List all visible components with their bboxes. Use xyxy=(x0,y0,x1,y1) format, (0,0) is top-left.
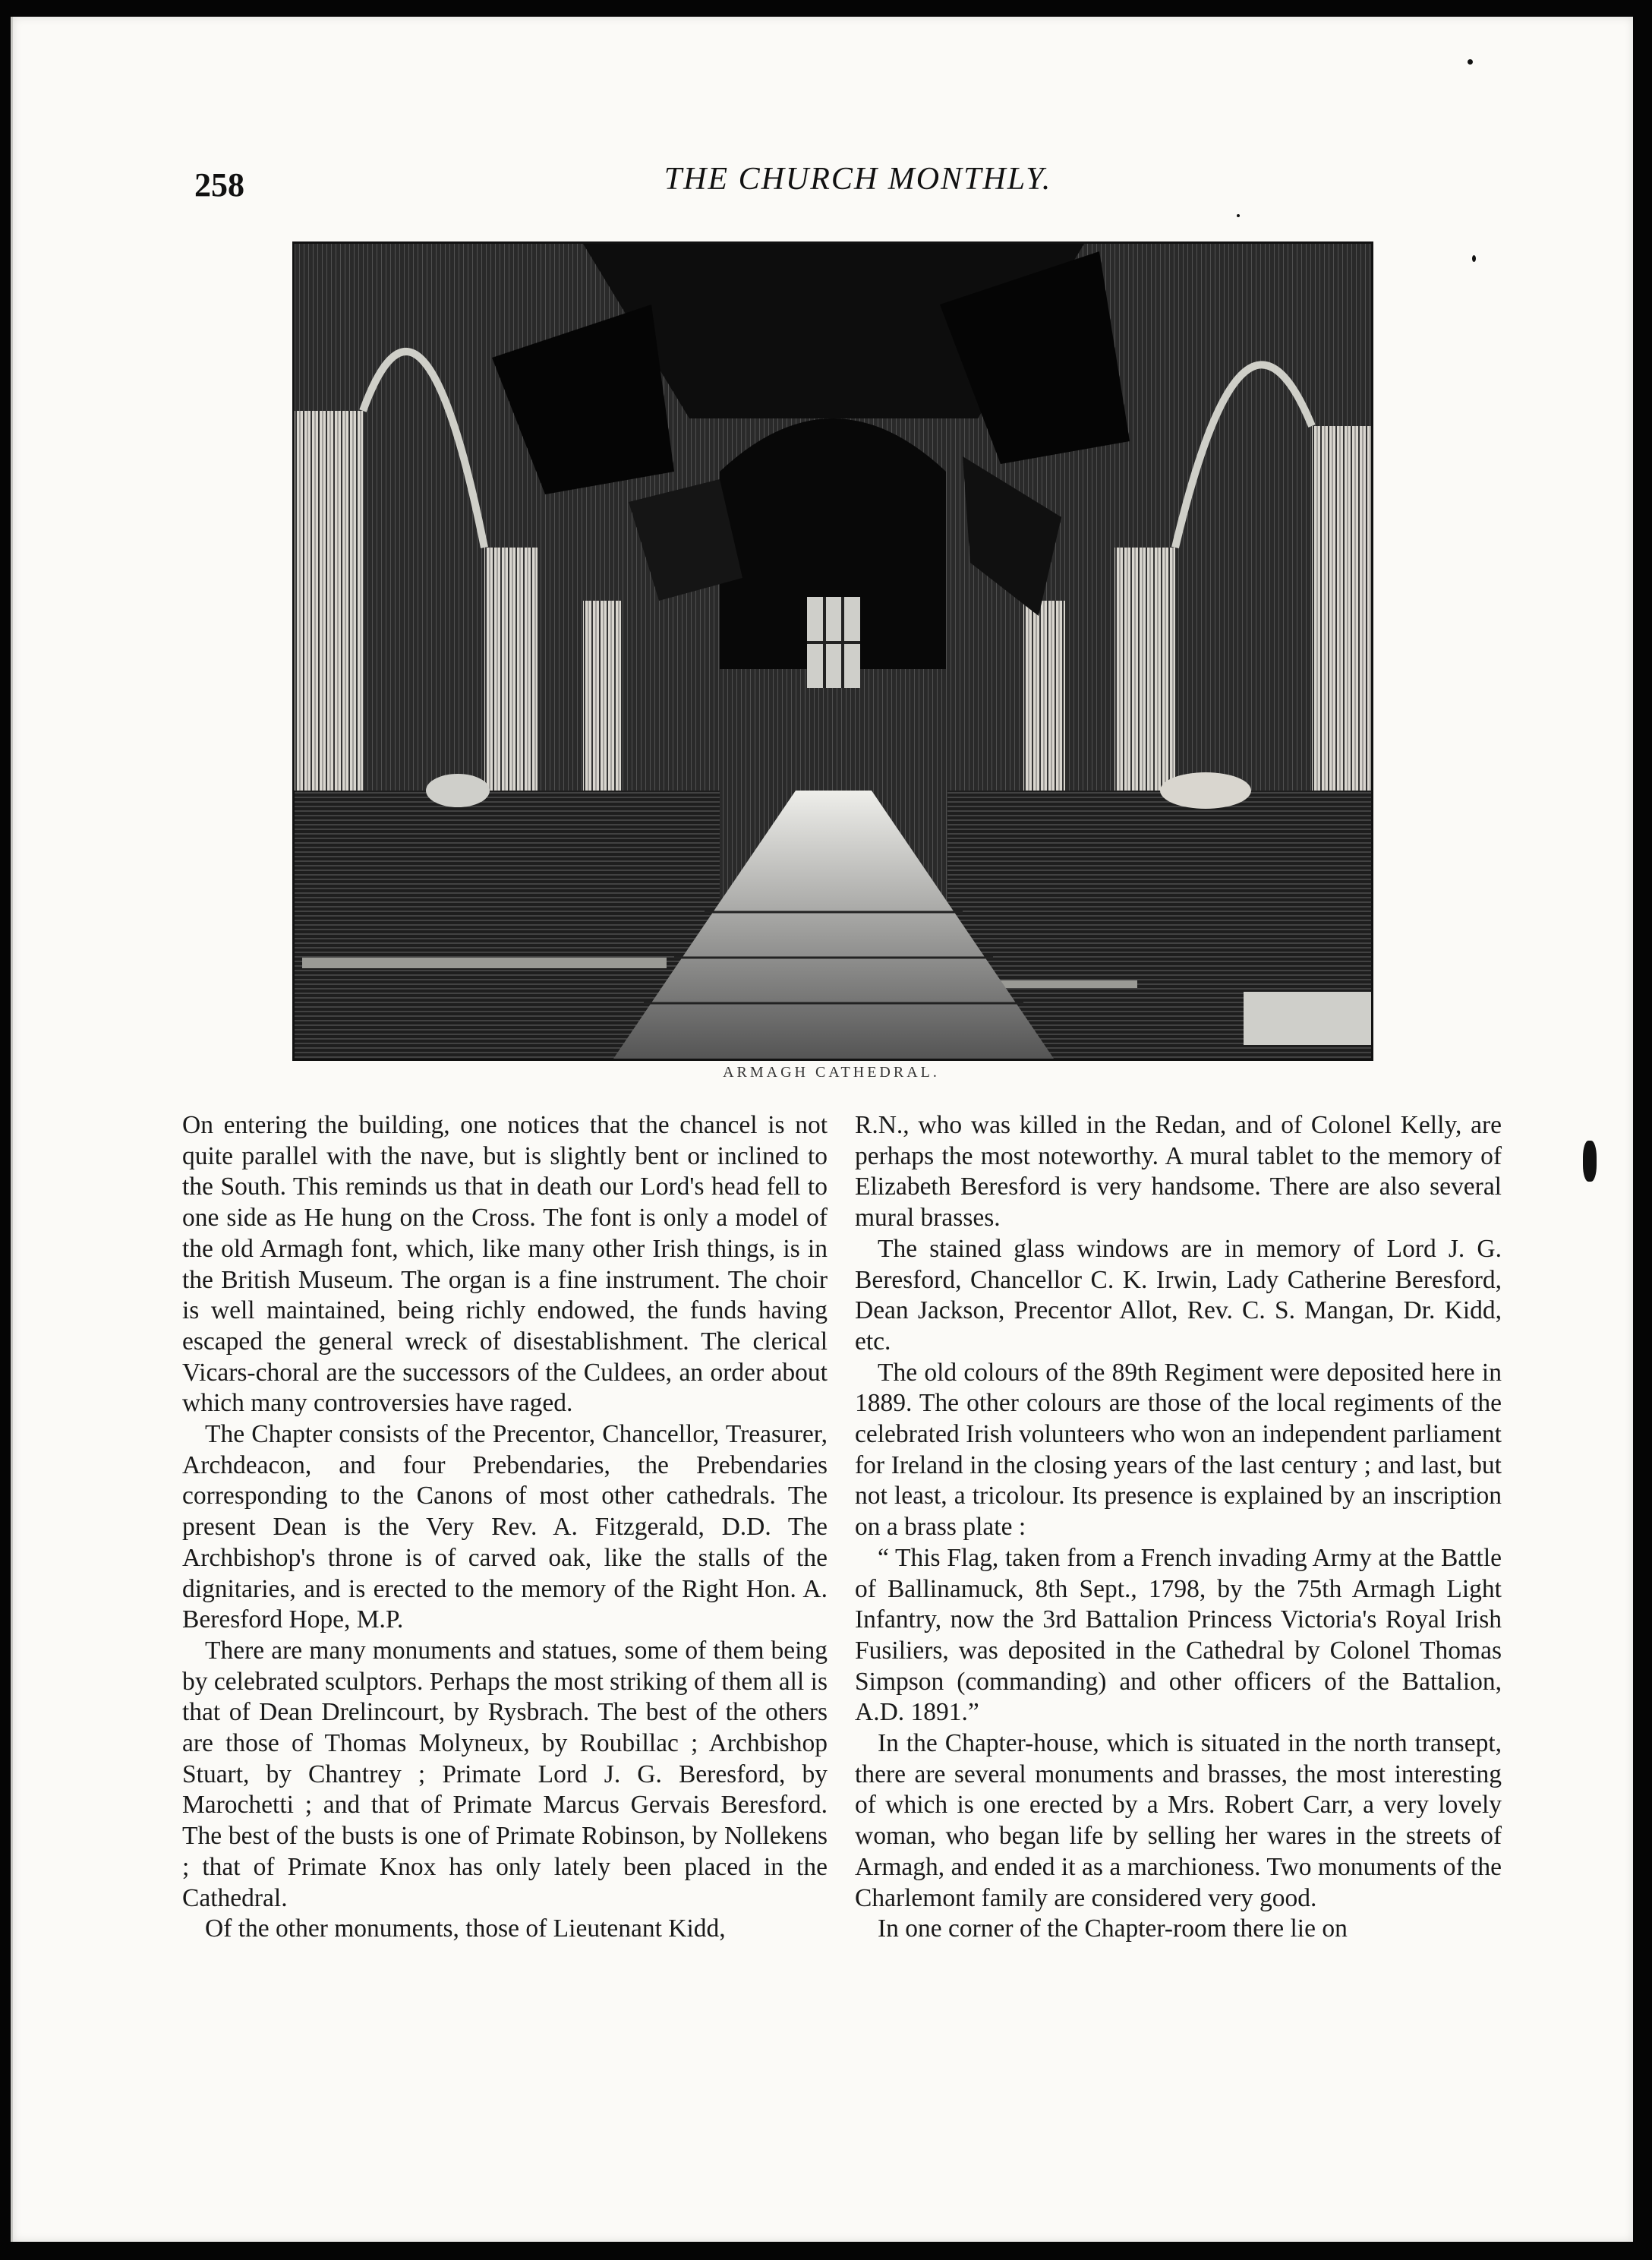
paragraph: The Chapter consists of the Precentor, Chancellor, Treasurer, Archdeacon, and four Prebendaries, the Prebendaries corresponding to the Canons of most other cathedrals. The present Dean is the Very Rev. A. Fitzgerald, D.D. The Archbishop's throne is of carved oak, like the stalls of the dignitaries, and is erected to the memory of the Right Hon. A. Beresford Hope, M.P. xyxy=(182,1420,828,1634)
ink-speck xyxy=(1583,1141,1597,1182)
paragraph: R.N., who was killed in the Redan, and of Colonel Kelly, are perhaps the most noteworthy. A mural tablet to the memory of Elizabeth Beresford is very handsome. There are also several mural brasses. xyxy=(855,1111,1502,1233)
paragraph: In the Chapter-house, which is situated in the north transept, there are several monuments and brasses, the most interesting of which is one erected by a Mrs. Robert Carr, a very lovely woman, who began life by selling her wares in the streets of Armagh, and ended it as a marchioness. Two monuments of the Charlemont family are considered very good. xyxy=(855,1729,1502,1912)
pew-row xyxy=(302,958,667,968)
ink-speck xyxy=(1468,59,1473,65)
paragraph: In one corner of the Chapter-room there lie on xyxy=(878,1914,1348,1943)
paragraph: Of the other monuments, those of Lieutenant Kidd, xyxy=(205,1914,726,1943)
paragraph: There are many monuments and statues, some of them being by celebrated sculptors. Perhaps the most striking of them all is that of Dean Drelincourt, by Rysbrach. The best of the others are those of Thomas Molyneux, by Roubillac ; Archbishop Stuart, by Chantrey ; Primate Lord J. G. Beresford, by Marochetti ; and that of Primate Marcus Gervais Beresford. The best of the busts is one of Primate Robinson, by Nollekens ; that of Primate Knox has only lately been placed in the Cathedral. xyxy=(182,1636,828,1912)
ink-speck xyxy=(1472,255,1476,262)
cathedral-illustration xyxy=(292,241,1373,1061)
effigy-monument xyxy=(1160,772,1251,809)
ink-speck xyxy=(1237,214,1240,217)
right-text-column xyxy=(855,1110,1502,1945)
paragraph: The stained glass windows are in memory of Lord J. G. Beresford, Chancellor C. K. Irwin, Lady Catherine Beresford, Dean Jackson, Precentor Allot, Rev. C. S. Mangan, Dr. Kidd, etc. xyxy=(855,1234,1502,1356)
paragraph: “ This Flag, taken from a French invading Army at the Battle of Ballinamuck, 8th Sept., 1798, by the 75th Armagh Light Infantry, now the 3rd Battalion Princess Victoria's Royal Irish Fusiliers, was deposited in the Cathedral by Colonel Thomas Simpson (commanding) and other officers of the Battalion, A.D. 1891.” xyxy=(855,1543,1502,1727)
paragraph: The old colours of the 89th Regiment were deposited here in 1889. The other colours are those of the local regiments of the celebrated Irish volunteers who won an independent parliament for Ireland in the closing years of the last century ; and last, but not least, a tricolour. Its presence is explained by an inscription on a brass plate : xyxy=(855,1358,1502,1542)
running-title: THE CHURCH MONTHLY. xyxy=(664,162,1052,197)
figure-caption: ARMAGH CATHEDRAL. xyxy=(723,1064,940,1081)
effigy-monument xyxy=(426,774,490,807)
left-text-column xyxy=(182,1110,828,1945)
front-bench xyxy=(1244,992,1371,1045)
paragraph: On entering the building, one notices that the chancel is not quite parallel with the nave, but is slightly bent or inclined to the South. This reminds us that in death our Lord's head fell to one side as He hung on the Cross. The font is only a model of the old Armagh font, which, like many other Irish things, is in the British Museum. The organ is a fine instrument. The choir is well maintained, being richly endowed, the funds having escaped the general wreck of disestablishment. The clerical Vicars-choral are the successors of the Culdees, an order about which many controversies have raged. xyxy=(182,1111,828,1418)
page-number: 258 xyxy=(194,166,244,204)
